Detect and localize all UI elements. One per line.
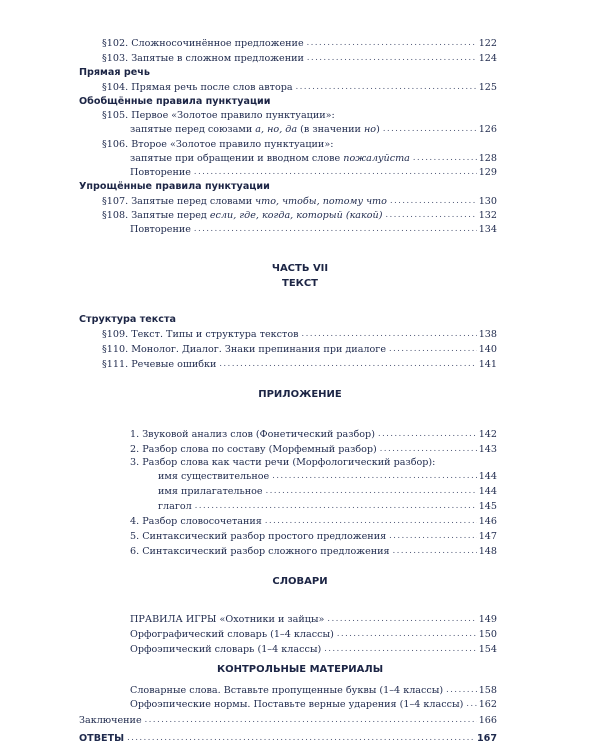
toc-entry-label: глагол (158, 501, 192, 512)
appendix-entry-3-adj[interactable] (158, 484, 497, 498)
dictionaries-title: СЛОВАРИ (272, 576, 328, 587)
toc-entry-page: 125 (478, 82, 497, 93)
toc-entry-label: 2. Разбор слова по составу (Морфемный разбор) (130, 444, 377, 455)
toc-entry-110[interactable] (102, 342, 497, 356)
dot-leader (194, 167, 477, 177)
toc-entry-page: 166 (478, 715, 497, 726)
toc-entry-label: запятые при обращении и вводном слове пожалуйста (130, 153, 410, 164)
toc-entry-106[interactable] (130, 151, 497, 165)
dot-leader (324, 644, 476, 654)
toc-entry-page: 148 (478, 546, 497, 557)
toc-entry-label: §109. Текст. Типы и структура текстов (102, 329, 299, 340)
toc-entry-109[interactable] (102, 327, 497, 341)
appendix-entry-4[interactable] (130, 514, 497, 528)
toc-entry-label: 1. Звуковой анализ слов (Фонетический разбор) (130, 429, 375, 440)
dot-leader (393, 546, 477, 556)
dictionary-entry-2[interactable] (130, 627, 497, 641)
section-heading-text-structure: Структура текста (79, 314, 177, 325)
appendix-entry-3-noun[interactable] (158, 469, 497, 483)
toc-entry-label: §108. Запятые перед если, где, когда, который (какой) (102, 210, 383, 221)
dot-leader (266, 486, 477, 496)
toc-entry-label: Орфоэпические нормы. Поставьте верные ударения (1–4 классы) (130, 699, 464, 710)
toc-entry-102[interactable] (102, 36, 497, 50)
toc-entry-page: 144 (478, 471, 497, 482)
toc-entry-page: 144 (478, 486, 497, 497)
toc-entry-page: 143 (478, 444, 497, 455)
control-entry-2[interactable] (130, 697, 497, 711)
appendix-entry-3-verb[interactable] (158, 499, 497, 513)
dot-leader (272, 471, 476, 481)
dot-leader (195, 501, 477, 511)
toc-entry-page: 126 (478, 124, 497, 135)
toc-entry-page: 140 (478, 344, 497, 355)
toc-entry-page: 162 (478, 699, 497, 710)
toc-entry-review-1[interactable] (130, 165, 497, 179)
toc-entry-105[interactable] (130, 122, 497, 136)
toc-entry-review-2[interactable] (130, 222, 497, 236)
dot-leader (265, 516, 477, 526)
toc-entry-label: §110. Монолог. Диалог. Знаки препинания при диалоге (102, 344, 386, 355)
dot-leader (307, 53, 477, 63)
dot-leader (327, 614, 476, 624)
appendix-entry-5[interactable] (130, 529, 497, 543)
toc-entry-label: Повторение (130, 224, 191, 235)
dot-leader (302, 329, 477, 339)
toc-entry-page: 141 (478, 359, 497, 370)
dot-leader (385, 210, 476, 220)
part-title: ЧАСТЬ VII (271, 263, 329, 274)
toc-entry-111[interactable] (102, 357, 497, 371)
toc-entry-label: §102. Сложносочинённое предложение (102, 38, 304, 49)
toc-entry-page: 150 (478, 629, 497, 640)
toc-entry-page: 158 (478, 685, 497, 696)
appendix-title: ПРИЛОЖЕНИЕ (258, 389, 342, 400)
toc-entry-104[interactable] (102, 80, 497, 94)
toc-entry-label: §107. Запятые перед словами что, чтобы, потому что (102, 196, 387, 207)
toc-entry-label: ОТВЕТЫ (79, 733, 125, 744)
dot-leader (466, 699, 476, 709)
toc-entry-page: 167 (476, 733, 497, 744)
dot-leader (413, 153, 477, 163)
toc-entry-label: Орфоэпический словарь (1–4 классы) (130, 644, 322, 655)
toc-entry-page: 149 (478, 614, 497, 625)
toc-entry-107[interactable] (102, 194, 497, 208)
toc-entry-106-title: §106. Второе «Золотое правило пунктуации»: (102, 139, 334, 150)
toc-entry-page: 142 (478, 429, 497, 440)
toc-entry-page: 129 (478, 167, 497, 178)
toc-entry-page: 145 (478, 501, 497, 512)
toc-entry-page: 154 (478, 644, 497, 655)
dot-leader (390, 196, 477, 206)
toc-entry-label: Повторение (130, 167, 191, 178)
toc-entry-label: §111. Речевые ошибки (102, 359, 217, 370)
dot-leader (127, 733, 475, 743)
toc-entry-page: 130 (478, 196, 497, 207)
toc-entry-label: Словарные слова. Вставьте пропущенные буквы (1–4 классы) (130, 685, 444, 696)
toc-entry-label: Заключение (79, 715, 142, 726)
section-heading-general-rules: Обобщённые правила пунктуации (79, 96, 271, 107)
toc-entry-label: 4. Разбор словосочетания (130, 516, 262, 527)
toc-entry-conclusion[interactable] (79, 713, 497, 727)
dot-leader (219, 359, 476, 369)
dot-leader (194, 224, 477, 234)
dot-leader (307, 38, 477, 48)
toc-entry-label: ПРАВИЛА ИГРЫ «Охотники и зайцы» (130, 614, 325, 625)
dot-leader (296, 82, 477, 92)
appendix-entry-2[interactable] (130, 442, 497, 456)
toc-entry-page: 134 (478, 224, 497, 235)
part-subtitle: ТЕКСТ (282, 278, 318, 289)
toc-entry-page: 122 (478, 38, 497, 49)
toc-entry-label: §103. Запятые в сложном предложении (102, 53, 304, 64)
toc-entry-answers[interactable] (79, 731, 497, 745)
appendix-entry-1[interactable] (130, 427, 497, 441)
dot-leader (380, 444, 477, 454)
toc-entry-103[interactable] (102, 51, 497, 65)
dot-leader (389, 531, 477, 541)
toc-entry-label: 6. Синтаксический разбор сложного предложения (130, 546, 390, 557)
dot-leader (337, 629, 477, 639)
dot-leader (389, 344, 477, 354)
toc-entry-108[interactable] (102, 208, 497, 222)
dot-leader (378, 429, 477, 439)
toc-entry-page: 146 (478, 516, 497, 527)
dot-leader (446, 685, 477, 695)
toc-entry-page: 124 (478, 53, 497, 64)
toc-entry-label: Орфографический словарь (1–4 классы) (130, 629, 334, 640)
toc-entry-label: имя прилагательное (158, 486, 263, 497)
dictionary-entry-3[interactable] (130, 642, 497, 656)
control-entry-1[interactable] (130, 683, 497, 697)
toc-entry-page: 132 (478, 210, 497, 221)
dot-leader (145, 715, 477, 725)
toc-entry-page: 147 (478, 531, 497, 542)
appendix-entry-6[interactable] (130, 544, 497, 558)
toc-entry-label: 5. Синтаксический разбор простого предложения (130, 531, 387, 542)
dictionary-entry-1[interactable] (130, 612, 497, 626)
toc-entry-105-title: §105. Первое «Золотое правило пунктуации»: (102, 110, 335, 121)
section-heading-direct-speech: Прямая речь (79, 67, 150, 78)
control-materials-title: КОНТРОЛЬНЫЕ МАТЕРИАЛЫ (216, 664, 384, 675)
section-heading-simplified-rules: Упрощённые правила пунктуации (79, 181, 270, 192)
toc-entry-page: 128 (478, 153, 497, 164)
toc-entry-label: запятые перед союзами а, но, да (в значении но) (130, 124, 380, 135)
dot-leader (383, 124, 477, 134)
toc-entry-label: §104. Прямая речь после слов автора (102, 82, 293, 93)
toc-entry-page: 138 (478, 329, 497, 340)
appendix-entry-3-title: 3. Разбор слова как части речи (Морфологический разбор): (130, 457, 436, 468)
toc-entry-label: имя существительное (158, 471, 270, 482)
